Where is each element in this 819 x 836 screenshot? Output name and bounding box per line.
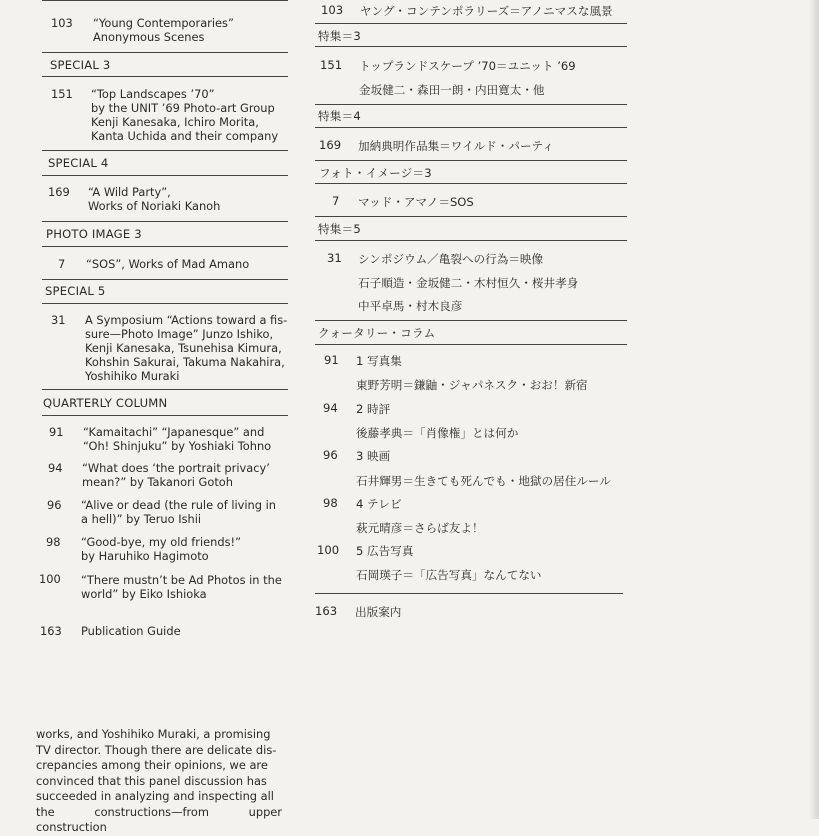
toc-entry-line: 中平卓馬・村木良彦 [358, 299, 463, 313]
section-heading: クォータリー・コラム [318, 326, 436, 340]
toc-number: 98 [46, 535, 61, 549]
divider [42, 389, 288, 390]
toc-entry-line: “Top Landscapes ’70” [91, 87, 215, 101]
divider [42, 175, 288, 176]
toc-entry-line: 1 写真集 [356, 354, 402, 368]
toc-entry-line: 萩元晴彦＝さらば友よ！ [356, 521, 484, 535]
divider [315, 127, 627, 128]
paragraph-line: the constructions—from upper construction [36, 804, 282, 834]
paragraph-line: succeeded in analyzing and inspecting all [36, 789, 274, 803]
section-heading: SPECIAL 4 [48, 156, 109, 170]
toc-number: 169 [319, 138, 342, 152]
divider [315, 183, 627, 184]
divider [315, 320, 627, 321]
toc-number: 163 [315, 604, 338, 618]
toc-number: 7 [58, 257, 66, 271]
toc-entry-line: by Haruhiko Hagimoto [81, 549, 209, 563]
body-paragraph [36, 727, 282, 836]
toc-entry-line: 出版案内 [355, 605, 402, 619]
toc-number: 31 [327, 251, 342, 265]
toc-entry-line: “Alive or dead (the rule of living in [81, 498, 277, 512]
toc-entry-line: “Kamaitachi” “Japanesque” and [83, 425, 265, 439]
toc-number: 103 [321, 3, 344, 17]
paragraph-line: convinced that this panel discussion has [36, 773, 267, 788]
toc-entry-line: マッド・アマノ＝SOS [358, 195, 474, 209]
paragraph-line: works, and Yoshihiko Muraki, a promising [36, 727, 271, 741]
divider [315, 23, 627, 24]
toc-entry-line: 加納典明作品集＝ワイルド・パーティ [358, 139, 554, 153]
toc-entry-line: 石井輝男＝生きても死んでも・地獄の居住ルール [356, 474, 611, 488]
section-heading: PHOTO IMAGE 3 [46, 227, 142, 241]
divider [315, 240, 627, 241]
divider [42, 76, 288, 77]
toc-entry-line: Kanta Uchida and their company [91, 129, 279, 143]
section-heading: QUARTERLY COLUMN [43, 396, 168, 410]
divider [42, 221, 288, 222]
toc-entry-line: Kohshin Sakurai, Takuma Nakahira, [85, 355, 285, 369]
toc-entry-line: “What does ‘the portrait privacy’ [82, 461, 270, 475]
toc-number: 94 [323, 401, 338, 415]
toc-entry-line: 後藤孝典＝「肖像権」とは何か [356, 426, 519, 440]
divider [42, 52, 288, 53]
divider [315, 160, 627, 161]
divider [42, 279, 288, 280]
paragraph-line: TV director. Though there are delicate dis- [36, 742, 277, 757]
divider [42, 303, 288, 304]
section-heading: 特集＝4 [318, 109, 361, 123]
divider [315, 344, 627, 345]
divider [315, 46, 627, 47]
divider [42, 415, 288, 416]
toc-entry-line: Anonymous Scenes [93, 30, 205, 44]
toc-entry-line: world” by Eiko Ishioka [81, 587, 207, 601]
divider [315, 593, 623, 594]
toc-entry-line: “Good-bye, my old friends!” [81, 535, 241, 549]
page-edge-shadow [809, 0, 819, 819]
toc-entry-line: “SOS”, Works of Mad Amano [86, 257, 250, 271]
toc-entry-line: “A Wild Party”, [88, 185, 171, 199]
toc-entry-line: “There mustn’t be Ad Photos in the [81, 573, 282, 587]
toc-entry-line: Yoshihiko Muraki [85, 369, 180, 383]
divider [42, 0, 288, 1]
toc-entry-line: 4 テレビ [356, 497, 402, 511]
toc-number: 96 [323, 448, 338, 462]
section-heading: 特集＝3 [318, 29, 361, 43]
toc-number: 94 [48, 461, 63, 475]
toc-number: 100 [317, 543, 340, 557]
divider [315, 216, 627, 217]
toc-entry-line: Publication Guide [81, 624, 181, 638]
toc-entry-line: ヤング・コンテンポラリーズ＝アノニマスな風景 [360, 4, 613, 18]
toc-entry-line: sure—Photo Image” Junzo Ishiko, [85, 327, 274, 341]
toc-number: 103 [51, 16, 73, 30]
toc-entry-line: 5 広告写真 [356, 544, 414, 558]
toc-entry-line: トップランドスケープ ’70＝ユニット ’69 [359, 59, 576, 73]
toc-number: 91 [324, 353, 339, 367]
toc-entry-line: Kenji Kanesaka, Ichiro Morita, [91, 115, 259, 129]
toc-number: 91 [49, 425, 64, 439]
toc-number: 96 [47, 498, 62, 512]
toc-entry-line: “Oh! Shinjuku” by Yoshiaki Tohno [83, 439, 272, 453]
toc-entry-line: by the UNIT ’69 Photo-art Group [91, 101, 275, 115]
toc-number: 151 [320, 58, 343, 72]
toc-entry-line: a hell)” by Teruo Ishii [81, 512, 202, 526]
toc-entry-line: Kenji Kanesaka, Tsunehisa Kimura, [85, 341, 282, 355]
toc-number: 151 [51, 87, 73, 101]
toc-number: 7 [332, 194, 340, 208]
section-heading: フォト・イメージ＝3 [319, 166, 432, 180]
toc-entry-line: 東野芳明＝鎌鼬・ジャパネスク・おお！新宿 [356, 378, 588, 392]
toc-number: 163 [40, 624, 62, 638]
toc-entry-line: 石子順造・金坂健二・木村恒久・桜井孝身 [358, 276, 579, 290]
section-heading: SPECIAL 3 [50, 58, 111, 72]
paragraph-line: crepancies among their opinions, we are [36, 758, 268, 772]
toc-entry-line: “Young Contemporaries” [93, 16, 234, 30]
toc-entry-line: 金坂健二・森田一朗・内田寛太・他 [359, 83, 545, 97]
toc-entry-line: Works of Noriaki Kanoh [88, 199, 221, 213]
toc-number: 31 [51, 313, 66, 327]
toc-entry-line: 2 時評 [356, 402, 391, 416]
toc-entry-line: 3 映画 [356, 449, 391, 463]
toc-number: 169 [48, 185, 70, 199]
divider [42, 150, 288, 151]
section-heading: 特集＝5 [318, 222, 361, 236]
toc-number: 100 [39, 572, 61, 586]
section-heading: SPECIAL 5 [45, 284, 106, 298]
toc-number: 98 [323, 496, 338, 510]
toc-entry-line: A Symposium “Actions toward a fis- [85, 313, 288, 327]
divider [42, 246, 288, 247]
toc-entry-line: シンポジウム／亀裂への行為＝映像 [358, 252, 544, 266]
divider [315, 104, 627, 105]
toc-entry-line: 石岡瑛子＝「広告写真」なんてない [356, 568, 542, 582]
toc-entry-line: mean?” by Takanori Gotoh [82, 475, 233, 489]
